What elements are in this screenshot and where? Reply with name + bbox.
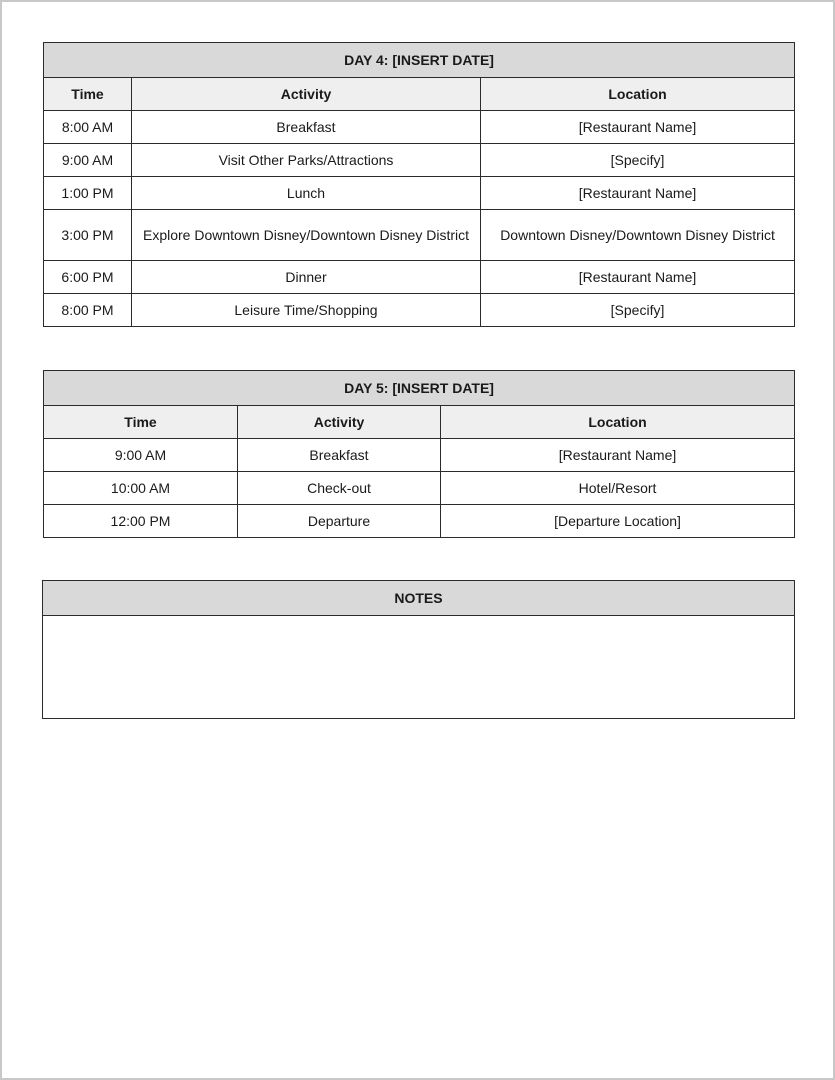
location-cell: [Restaurant Name] [441, 439, 795, 472]
table-row [44, 505, 795, 538]
day5-itinerary-table [43, 370, 795, 538]
time-cell: 9:00 AM [44, 439, 238, 472]
location-cell: [Restaurant Name] [481, 111, 795, 144]
activity-cell: Explore Downtown Disney/Downtown Disney District [132, 210, 481, 261]
day5-header-time: Time [44, 406, 238, 439]
location-cell: [Restaurant Name] [481, 177, 795, 210]
table-row [44, 261, 795, 294]
time-cell: 3:00 PM [44, 210, 132, 261]
table-row [44, 111, 795, 144]
time-cell: 10:00 AM [44, 472, 238, 505]
day4-itinerary-table [43, 42, 795, 327]
location-cell: [Departure Location] [441, 505, 795, 538]
activity-cell: Check-out [238, 472, 441, 505]
time-cell: 8:00 AM [44, 111, 132, 144]
notes-table [42, 580, 795, 719]
activity-cell: Departure [238, 505, 441, 538]
table-row [44, 177, 795, 210]
time-cell: 6:00 PM [44, 261, 132, 294]
table-row [44, 439, 795, 472]
activity-cell: Dinner [132, 261, 481, 294]
location-cell: Hotel/Resort [441, 472, 795, 505]
day5-header-location: Location [441, 406, 795, 439]
activity-cell: Breakfast [238, 439, 441, 472]
table-row [44, 144, 795, 177]
location-cell: [Restaurant Name] [481, 261, 795, 294]
activity-cell: Visit Other Parks/Attractions [132, 144, 481, 177]
location-cell: Downtown Disney/Downtown Disney District [481, 210, 795, 261]
activity-cell: Lunch [132, 177, 481, 210]
location-cell: [Specify] [481, 294, 795, 327]
activity-cell: Breakfast [132, 111, 481, 144]
table-row [44, 472, 795, 505]
day5-title: DAY 5: [INSERT DATE] [44, 371, 795, 406]
activity-cell: Leisure Time/Shopping [132, 294, 481, 327]
day4-header-location: Location [481, 78, 795, 111]
location-cell: [Specify] [481, 144, 795, 177]
table-row [44, 210, 795, 261]
day5-header-activity: Activity [238, 406, 441, 439]
notes-body[interactable] [43, 616, 795, 719]
day4-title: DAY 4: [INSERT DATE] [44, 43, 795, 78]
day4-header-time: Time [44, 78, 132, 111]
day4-header-activity: Activity [132, 78, 481, 111]
notes-title: NOTES [43, 581, 795, 616]
time-cell: 12:00 PM [44, 505, 238, 538]
table-row [44, 294, 795, 327]
time-cell: 9:00 AM [44, 144, 132, 177]
time-cell: 8:00 PM [44, 294, 132, 327]
time-cell: 1:00 PM [44, 177, 132, 210]
